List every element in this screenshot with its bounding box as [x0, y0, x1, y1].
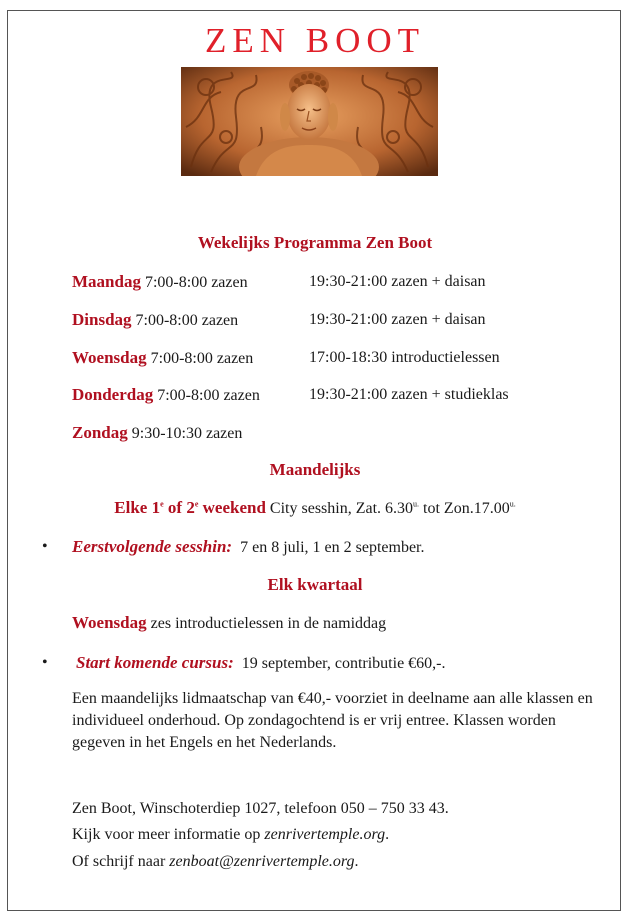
- info-prefix: Kijk voor meer informatie op: [72, 826, 265, 843]
- weekend-label-part: weekend: [198, 498, 266, 517]
- info-suffix: .: [385, 826, 390, 843]
- email-link[interactable]: zenboat@zenrivertemple.org: [169, 853, 355, 870]
- schedule-row-thursday: [72, 385, 260, 405]
- monthly-heading: Maandelijks: [269, 460, 361, 479]
- quarterly-day: Woensdag: [72, 613, 147, 632]
- course-start-line: [76, 653, 446, 673]
- next-sesshin-dates: 7 en 8 juli, 1 en 2 september.: [240, 539, 425, 556]
- weekend-label-part: of 2: [163, 498, 195, 517]
- schedule-row-wednesday: [72, 348, 253, 368]
- weekend-label-part: Elke 1: [114, 498, 161, 517]
- contact-mail-line: [72, 853, 359, 871]
- evening-time: 19:30-21:00 zazen + daisan: [309, 311, 486, 328]
- day-label: Zondag: [72, 423, 128, 442]
- weekend-label: [114, 498, 266, 517]
- evening-time: 19:30-21:00 zazen + daisan: [309, 273, 486, 290]
- quarterly-line: [72, 613, 386, 633]
- next-sesshin-line: [72, 537, 425, 557]
- next-sesshin-label: Eerstvolgende sesshin:: [72, 537, 233, 556]
- course-start-text: 19 september, contributie €60,-.: [241, 655, 446, 672]
- page-title: ZEN BOOT: [204, 21, 426, 60]
- hour-sup: u.: [413, 499, 420, 509]
- weekly-heading: Wekelijks Programma Zen Boot: [197, 233, 433, 252]
- course-start-label: Start komende cursus:: [76, 653, 234, 672]
- monthly-weekend-line: [8, 498, 622, 518]
- bullet-marker: •: [42, 538, 48, 555]
- ordinal-sup: e: [194, 499, 199, 509]
- morning-time: 9:30-10:30 zazen: [131, 425, 243, 442]
- sesshin-text: tot Zon.17.00: [419, 500, 510, 517]
- mail-prefix: Of schrijf naar: [72, 853, 170, 870]
- website-link[interactable]: zenrivertemple.org: [264, 826, 386, 843]
- sesshin-text: City sesshin, Zat. 6.30: [265, 500, 414, 517]
- day-label: Donderdag: [72, 385, 154, 404]
- morning-time: 7:00-8:00 zazen: [144, 274, 248, 291]
- evening-time: 19:30-21:00 zazen + studieklas: [309, 386, 509, 403]
- contact-info-line: [72, 826, 389, 844]
- hour-sup: u.: [509, 499, 516, 509]
- morning-time: 7:00-8:00 zazen: [135, 312, 239, 329]
- day-label: Woensdag: [72, 348, 147, 367]
- mail-suffix: .: [354, 853, 359, 870]
- schedule-row-tuesday: [72, 310, 238, 330]
- evening-time: 17:00-18:30 introductielessen: [309, 349, 500, 366]
- quarterly-heading: Elk kwartaal: [267, 575, 363, 594]
- bullet-marker: •: [42, 654, 48, 671]
- contact-address: Zen Boot, Winschoterdiep 1027, telefoon 050 – 750 33 43.: [72, 800, 449, 817]
- schedule-row-sunday: [72, 423, 242, 443]
- buddha-image: [181, 67, 438, 176]
- day-label: Maandag: [72, 272, 141, 291]
- quarterly-text: zes introductielessen in de namiddag: [146, 615, 387, 632]
- document-page: [7, 10, 621, 911]
- ordinal-sup: e: [160, 499, 164, 509]
- day-label: Dinsdag: [72, 310, 132, 329]
- morning-time: 7:00-8:00 zazen: [157, 387, 260, 404]
- morning-time: 7:00-8:00 zazen: [150, 350, 254, 367]
- schedule-row-monday: [72, 272, 248, 292]
- membership-paragraph: Een maandelijks lidmaatschap van €40,- voorziet in deelname aan alle klassen en individueel onderhoud. Op zondagochtend is er vrij entree. Klassen worden gegeven in het Engels en het Nederlands.: [72, 690, 593, 751]
